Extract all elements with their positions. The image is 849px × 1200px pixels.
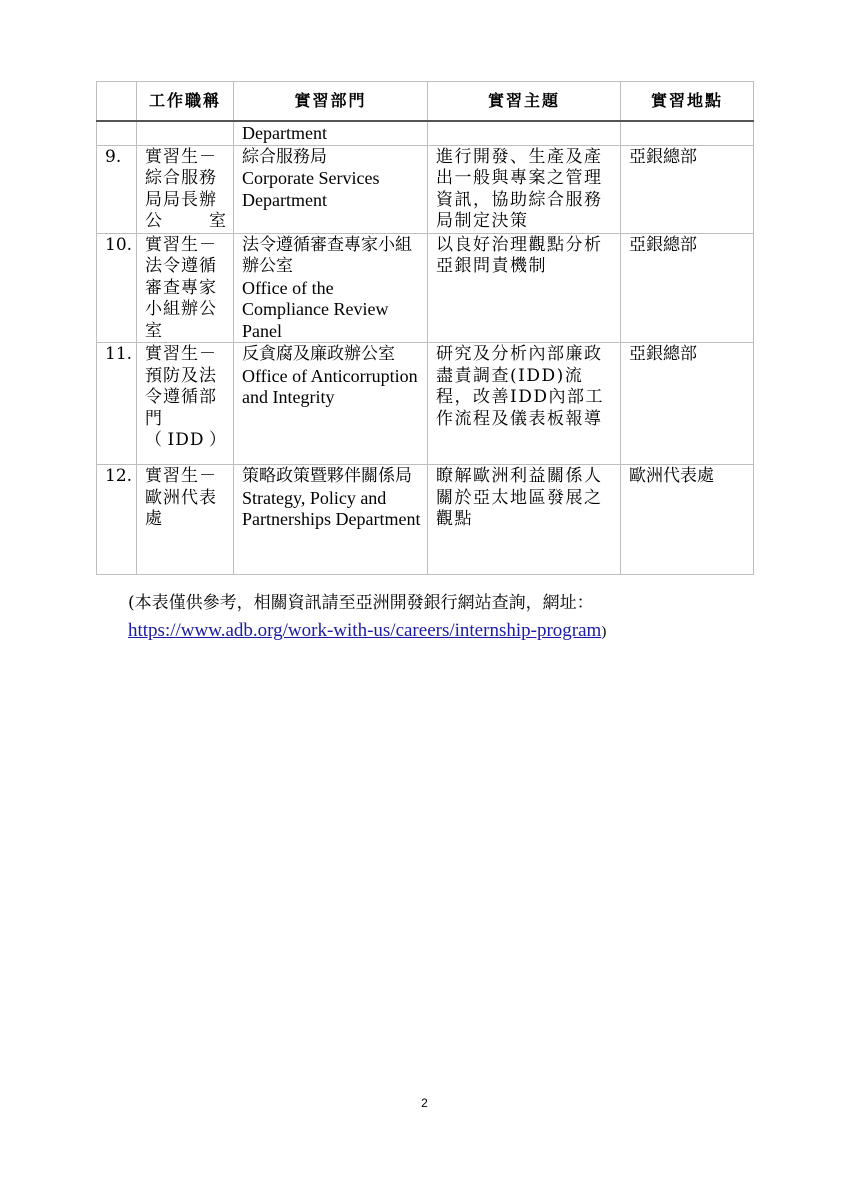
reference-note: (本表僅供參考，相關資訊請至亞洲開發銀行網站查詢，網址： [128, 593, 594, 613]
department-chinese: 反貪腐及廉政辦公室 [242, 344, 395, 364]
cell-topic: 進行開發、生產及產出一般與專案之管理資訊，協助綜合服務局制定決策 [428, 145, 621, 233]
reference-link-line [128, 620, 606, 642]
cell-location: 亞銀總部 [621, 233, 754, 343]
cell-topic: 以良好治理觀點分析亞銀問責機制 [428, 233, 621, 343]
header-topic: 實習主題 [428, 82, 621, 122]
department-english: Office of the Compliance Review Panel [242, 277, 389, 341]
adb-internship-link[interactable]: https://www.adb.org/work-with-us/careers/internship-program [128, 620, 602, 641]
table-row-continued [97, 121, 754, 145]
cell-title: 實習生－法令遵循審查專家小組辦公室 [137, 233, 234, 343]
department-english: Department [242, 123, 327, 143]
cell-location [621, 121, 754, 145]
cell-department [234, 145, 428, 233]
header-number [97, 82, 137, 122]
cell-number [97, 121, 137, 145]
internship-table [96, 81, 754, 575]
header-department: 實習部門 [234, 82, 428, 122]
department-english: Office of Anticorruption and Integrity [242, 365, 418, 407]
cell-title: 實習生－歐洲代表處 [137, 465, 234, 575]
cell-department [234, 233, 428, 343]
cell-department [234, 121, 428, 145]
cell-topic [428, 121, 621, 145]
table-header-row [97, 82, 754, 122]
cell-topic: 研究及分析內部廉政盡責調查(IDD)流程，改善IDD內部工作流程及儀表板報導 [428, 343, 621, 465]
cell-number: 12. [97, 465, 137, 575]
cell-location: 亞銀總部 [621, 343, 754, 465]
department-chinese: 法令遵循審查專家小組辦公室 [242, 234, 412, 276]
cell-department [234, 465, 428, 575]
table-row [97, 343, 754, 465]
cell-location: 歐洲代表處 [621, 465, 754, 575]
cell-topic: 瞭解歐洲利益關係人關於亞太地區發展之觀點 [428, 465, 621, 575]
cell-number: 9. [97, 145, 137, 233]
closing-parenthesis: ) [601, 624, 607, 640]
department-english: Corporate Services Department [242, 168, 380, 210]
header-location: 實習地點 [621, 82, 754, 122]
department-english: Strategy, Policy and Partnerships Department [242, 487, 421, 529]
cell-title [137, 121, 234, 145]
cell-number: 10. [97, 233, 137, 343]
cell-department [234, 343, 428, 465]
cell-title: 實習生－綜合服務局局長辦公室 [137, 145, 234, 233]
header-job-title: 工作職稱 [137, 82, 234, 122]
page-number: 2 [421, 1096, 428, 1110]
cell-title: 實習生－預防及法令遵循部門（IDD） [137, 343, 234, 465]
table-row [97, 145, 754, 233]
department-chinese: 綜合服務局 [242, 146, 327, 167]
department-chinese: 策略政策暨夥伴關係局 [242, 466, 412, 486]
table-row [97, 465, 754, 575]
cell-number: 11. [97, 343, 137, 465]
cell-location: 亞銀總部 [621, 145, 754, 233]
table-row [97, 233, 754, 343]
